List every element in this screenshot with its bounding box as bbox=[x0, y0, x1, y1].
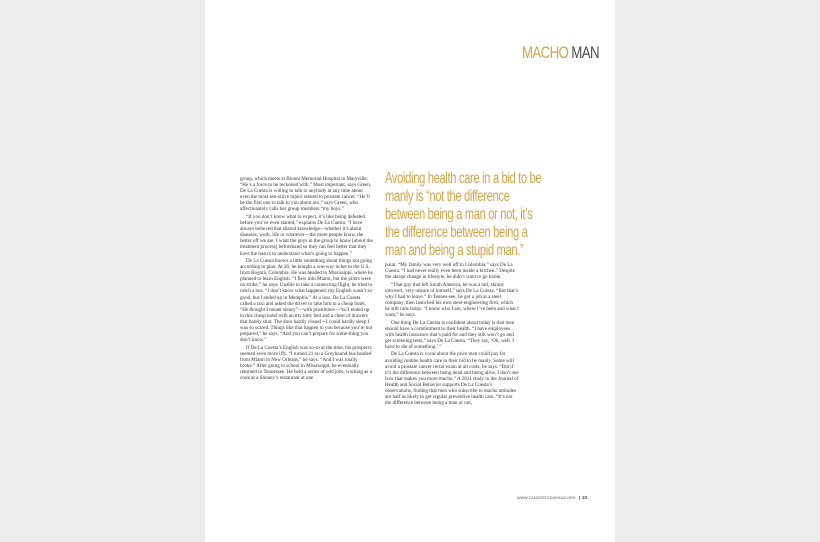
left-column bbox=[240, 176, 373, 383]
paragraph: De La Cuesta knows a little something about things not going according to plan. At 20, he bought a one-way ticket to the U.S. from Bogotá, Colombia. He was headed to Mississippi, where he planned to learn English. “I flew into Miami, but the pilots were on strike,” he says. Unable to take a connecting flight, he tried to catch a bus. “I don’t know what happened, my English wasn’t so good, but I ended up in Memphis.” At a loss, De La Cuesta called a taxi and asked the driver to take him to a cheap hotel. “He thought I meant sleazy”—with prostitutes—“so I ended up in this cheap hotel with an itty bitty bed and a chest of drawers that barely shut. The door hardly closed—I could hardly sleep I was so scared. Things like that happen to you because you’re not prepared,” he says. “And you can’t prepare for some-thing you don’t know.” bbox=[240, 258, 373, 344]
paragraph: De La Cuesta is vocal about the price men could pay for avoiding routine health care in their bid to be manly. Some will avoid a prostate cancer rectal exam at all costs, he says. “But if it’s the difference between being dead and being alive, I don’t see how that makes you more macho.” A 2011 study in the Journal of Health and Social Behavior supports De La Cuesta’s observations, finding that men who subscribe to macho attitudes are half as likely to get regular preventive health care. “It’s not the difference between being a man or not, bbox=[385, 351, 519, 407]
paragraph: “If you don’t know what to expect, it’s like being defeated before you’ve even started,” explains De La Cuesta. “I have always believed that shared knowledge—whether it’s about diseases, work, life or whatever—the more people know, the better off we are. I want the guys in the group to know [about the treatment process] beforehand so they can feel better that they have the basics to understand what’s going to happen.” bbox=[240, 213, 373, 257]
paragraph: point. “My family was very well off in Colombia,” says De La Cuesta. “I had never really even been inside a kitchen.” Despite the abrupt change in lifestyle, he didn’t want to go home. bbox=[385, 262, 515, 281]
header-word: MAN bbox=[571, 43, 599, 62]
page-number: 23 bbox=[582, 495, 588, 500]
footer-divider bbox=[579, 496, 580, 500]
paragraph: One thing De La Cuesta is confident about today is that men should have a commitment to their health. “I have employees with health insurance that’s paid for and they still won’t go and get screening tests,” says De La Cuesta. “They say, ‘Oh, well, I have to die of something.’ ” bbox=[385, 319, 515, 350]
footer-url: WWW.CANCERTODAYMAG.ORG bbox=[517, 496, 576, 500]
right-column bbox=[385, 262, 519, 408]
pull-quote: Avoiding health care in a bid to be manly is “not the difference between being a man or not, it’s the difference between being a man and being a stupid man.” bbox=[385, 170, 542, 259]
paragraph: If De La Cuesta’s English was so-so at the time, his prospects seemed even more iffy. “I turned 21 on a Greyhound bus headed from Miami to New Orleans,” he says. “And I was totally broke.” After going to school in Mississippi, he eventually returned to Tennessee. He held a series of odd jobs, working as a cook at a Shoney’s restaurant at one bbox=[240, 344, 372, 382]
section-header bbox=[522, 43, 599, 63]
header-accent-word: MACHO bbox=[522, 43, 569, 62]
paragraph: “That guy that left South America, he was a tall, skinny introvert, very unsure of himself,” says De La Cuesta. “But that’s why I had to leave.” In Tennes-see, he got a job at a steel company, then launched his own steel-engineering firm, which he still runs today. “I know who I am, where I’ve been and what I want,” he says. bbox=[385, 281, 519, 319]
page-footer bbox=[517, 495, 587, 500]
paragraph: group, which meets at Blount Memorial Hospital in Maryville. “He’s a force to be reckoned with.” Most important, says Green, De La Cuesta is willing to talk to anybody at any time about even the most sen-sitive topics related to prostate cancer. “He’ll be the first one to talk to you about sex,” says Green, who affectionately calls her group members “my boys.” bbox=[240, 176, 372, 213]
